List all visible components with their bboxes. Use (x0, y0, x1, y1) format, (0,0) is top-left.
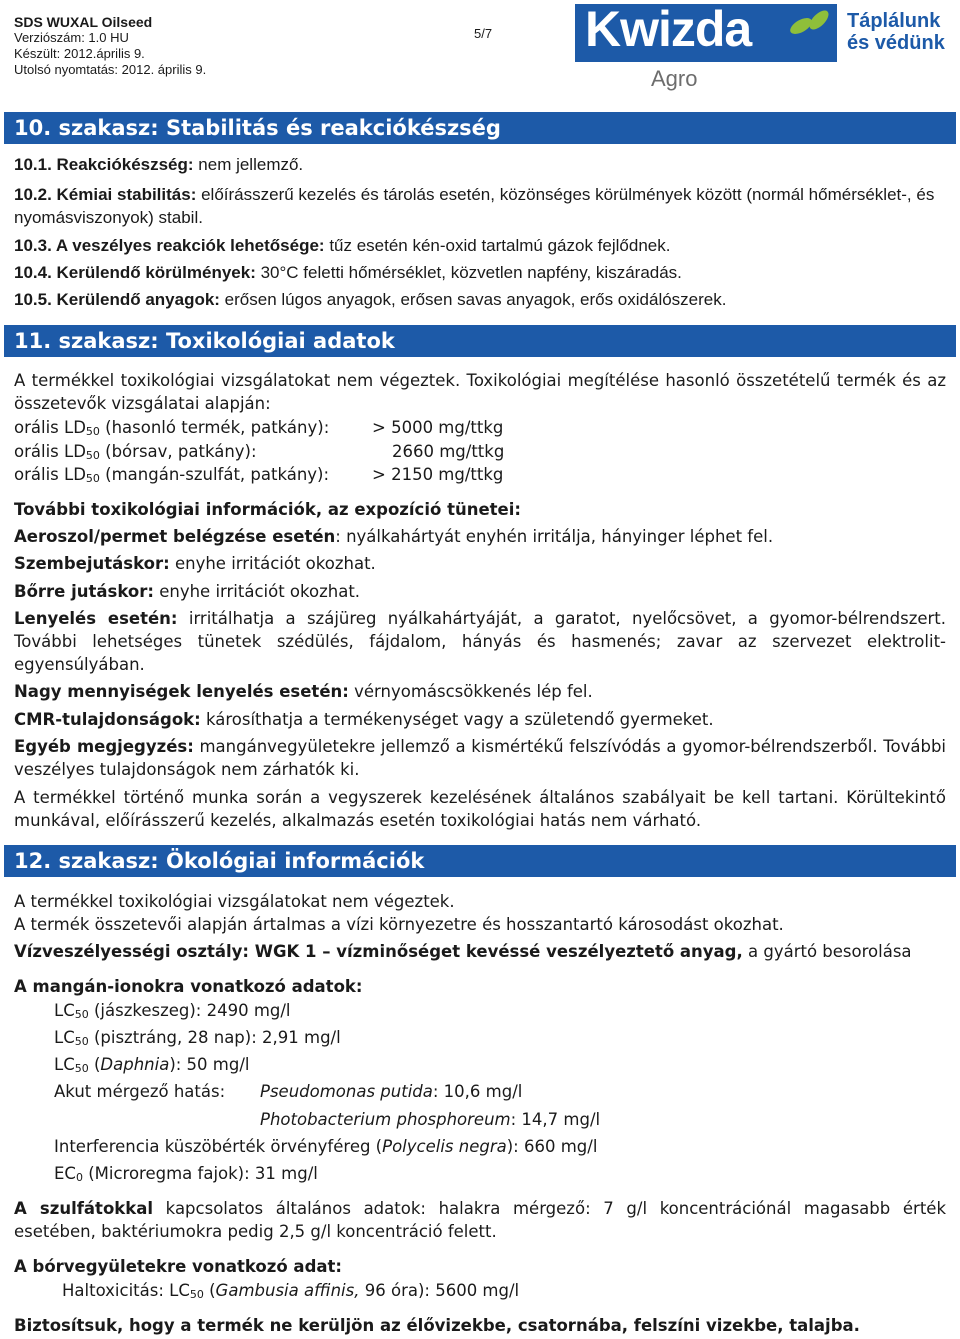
logo-text: Kwizda (585, 1, 752, 57)
cmr-line (14, 708, 946, 731)
ld-sub: 50 (85, 449, 100, 462)
item-text: tűz esetén kén-oxid tartalmú gázok fejlődnek. (324, 236, 671, 255)
ld-row (14, 416, 329, 443)
ld-value: > 2150 mg/ttkg (372, 465, 504, 484)
large-quantity-line (14, 680, 946, 703)
ec-value: (Microregma fajok): 31 mg/l (82, 1164, 318, 1183)
kwizda-logo (575, 1, 955, 96)
other-note-label: Egyéb megjegyzés: (14, 737, 194, 756)
interference-row (54, 1135, 597, 1158)
ld-prefix: orális LD (14, 442, 86, 461)
skin-text: enyhe irritációt okozhat. (153, 582, 361, 601)
wgk-text: a gyártó besorolása (742, 942, 912, 961)
other-note-text: mangánvegyületekre jellemző a kismértékű felszívódás a gyomor-bélrendszerből. További veszélyes tulajdonságok nem zárhatók ki. (14, 737, 947, 779)
ld-sub: 50 (85, 472, 100, 485)
pseudomonas-row (260, 1080, 522, 1103)
skin-label: Bőrre jutáskor: (14, 582, 154, 601)
fish-toxicity-label: Haltoxicitás: LC (62, 1281, 190, 1300)
leaf-icon (787, 8, 833, 38)
wgk-label: Vízveszélyességi osztály: WGK 1 – vízminőséget kevéssé veszélyeztető anyag, (14, 942, 743, 961)
handling-paragraph: A termékkel történő munka során a vegyszerek kezelésének általános szabályait be kell tartani. Körültekintő munkával, előírásszerű kezelés, alkalmazás esetén toxikológiai hatás nem várható. (14, 788, 946, 830)
sulfate-paragraph (14, 1197, 946, 1243)
species-name: Pseudomonas putida (260, 1082, 433, 1101)
eye-text: enyhe irritációt okozhat. (169, 554, 376, 573)
species-value: : 14,7 mg/l (510, 1110, 601, 1129)
doc-version: Verziószám: 1.0 HU (14, 30, 129, 45)
item-label: 10.3. A veszélyes reakciók lehetősége: (14, 236, 325, 255)
lc-sub: 50 (189, 1288, 204, 1301)
lc-daphnia-row (54, 1053, 249, 1080)
aerosol-text: : nyálkahártyát enyhén irritálja, hányinger léphet fel. (335, 527, 774, 546)
section-12-heading: 12. szakasz: Ökológiai információk (4, 845, 956, 877)
section-10-heading: 10. szakasz: Stabilitás és reakciókészség (4, 112, 956, 144)
eco-line-1: A termékkel toxikológiai vizsgálatokat nem végeztek. (14, 892, 455, 911)
ld-desc: (hasonló termék, patkány): (99, 418, 330, 437)
ld-value: > 5000 mg/ttkg (372, 418, 504, 437)
document-header (14, 14, 206, 78)
lc-sub: 50 (74, 1035, 89, 1048)
boron-heading (14, 1255, 946, 1278)
further-heading-text: További toxikológiai információk, az expozíció tünetei: (14, 500, 521, 519)
logo-box (575, 1, 837, 62)
ld-value: 2660 mg/ttkg (392, 442, 505, 461)
sulfate-label: A szulfátokkal (14, 1199, 154, 1218)
large-quantity-text: vérnyomáscsökkenés lép fel. (348, 682, 593, 701)
ingestion-paragraph (14, 607, 946, 676)
doc-title: SDS WUXAL Oilseed (14, 14, 153, 30)
item-label: 10.1. Reakciókészség: (14, 155, 194, 174)
further-heading (14, 498, 946, 521)
item-10-5 (14, 288, 946, 311)
item-text: nem jellemző. (193, 155, 304, 174)
acute-label: Akut mérgező hatás: (54, 1082, 226, 1101)
ec-label: EC (54, 1164, 76, 1183)
ec-sub: 0 (75, 1171, 83, 1184)
item-text: 30°C feletti hőmérséklet, közvetlen napfény, kiszáradás. (255, 263, 682, 282)
fish-toxicity-row (62, 1279, 519, 1306)
item-10-2 (14, 183, 946, 229)
doc-printed: Utolsó nyomtatás: 2012. április 9. (14, 62, 207, 77)
cmr-text: károsíthatja a termékenységet vagy a születendő gyermeket. (200, 710, 714, 729)
cmr-label: CMR-tulajdonságok: (14, 710, 201, 729)
photobacterium-row (260, 1108, 600, 1131)
eye-line (14, 552, 946, 575)
interference-value: ): 660 mg/l (506, 1137, 598, 1156)
item-label: 10.5. Kerülendő anyagok: (14, 290, 220, 309)
item-label: 10.4. Kerülendő körülmények: (14, 263, 256, 282)
bottom-warning (14, 1314, 946, 1337)
eco-line-2: A termék összetevői alapján ártalmas a vízi környezetre és hosszantartó károsodást okozhat. (14, 915, 784, 934)
other-note-paragraph (14, 735, 946, 781)
item-10-3 (14, 234, 946, 257)
item-label: 10.2. Kémiai stabilitás: (14, 185, 197, 204)
ec-row (54, 1162, 318, 1189)
lc-label: LC (54, 1055, 75, 1074)
species-value: : 10,6 mg/l (432, 1082, 523, 1101)
ld-desc: (bórsav, patkány): (99, 442, 257, 461)
ld-prefix: orális LD (14, 465, 86, 484)
eye-label: Szembejutáskor: (14, 554, 170, 573)
lc-carp-row (54, 999, 291, 1026)
species-name: Polycelis negra (382, 1137, 507, 1156)
tox-intro: A termékkel toxikológiai vizsgálatokat nem végeztek. Toxikológiai megítélése hasonló összetételű termék és az összetevők vizsgálatai alapján: (14, 371, 946, 413)
manganese-heading (14, 975, 946, 998)
slogan-line-1: Táplálunk (847, 10, 941, 32)
manganese-heading-text: A mangán-ionokra vonatkozó adatok: (14, 977, 363, 996)
aerosol-label: Aeroszol/permet belégzése esetén (14, 527, 336, 546)
ld-prefix: orális LD (14, 418, 86, 437)
logo-slogan (847, 10, 945, 54)
aerosol-line (14, 525, 946, 548)
skin-line (14, 580, 946, 603)
lc-sub: 50 (74, 1008, 89, 1021)
paren: ( (203, 1281, 216, 1300)
species-name: Gambusia affinis, (215, 1281, 360, 1300)
lc-value: ): 50 mg/l (169, 1055, 250, 1074)
ld-sub: 50 (85, 425, 100, 438)
section-11-heading: 11. szakasz: Toxikológiai adatok (4, 325, 956, 357)
interference-label: Interferencia küszöbérték örvényféreg ( (54, 1137, 383, 1156)
fish-toxicity-value: 96 óra): 5600 mg/l (359, 1281, 520, 1300)
item-10-4 (14, 261, 946, 284)
item-text: erősen lúgos anyagok, erősen savas anyagok, erős oxidálószerek. (219, 290, 727, 309)
paren: ( (88, 1055, 101, 1074)
species-name: Photobacterium phosphoreum (260, 1110, 511, 1129)
logo-agro: Agro (651, 66, 698, 91)
large-quantity-label: Nagy mennyiségek lenyelés esetén: (14, 682, 349, 701)
wgk-line (14, 940, 946, 963)
ld-row (14, 463, 329, 490)
doc-created: Készült: 2012.április 9. (14, 46, 145, 61)
item-10-1 (14, 153, 946, 176)
sulfate-text: kapcsolatos általános adatok: halakra mérgező: 7 g/l koncentrációnál magasabb érték esetében, baktériumokra pedig 2,5 g/l koncentráció felett. (14, 1199, 946, 1241)
ingestion-label: Lenyelés esetén: (14, 609, 178, 628)
ld-desc: (mangán-szulfát, patkány): (99, 465, 330, 484)
page-number: 5/7 (474, 26, 493, 41)
lc-trout-row (54, 1026, 341, 1053)
lc-sub: 50 (74, 1062, 89, 1075)
slogan-line-2: és védünk (847, 32, 945, 54)
lc-label: LC (54, 1001, 75, 1020)
lc-value: (pisztráng, 28 nap): 2,91 mg/l (88, 1028, 341, 1047)
bottom-warning-text: Biztosítsuk, hogy a termék ne kerüljön az élővizekbe, csatornába, felszíni vizekbe, talajba. (14, 1316, 860, 1335)
lc-value: (jászkeszeg): 2490 mg/l (88, 1001, 291, 1020)
species-name: Daphnia (100, 1055, 170, 1074)
item-text: előírásszerű kezelés és tárolás esetén, közönséges körülmények között (normál hőmérséklet-, és nyomásviszonyok) stabil. (14, 185, 935, 227)
ingestion-text: irritálhatja a szájüreg nyálkahártyáját, a garatot, nyelőcsövet, a gyomor-bélrendszert. További lehetséges tünetek szédülés, fájdalom, hányás és hasmenés; zavar az szervezet elektrolit-egyensúlyában. (14, 609, 947, 674)
lc-label: LC (54, 1028, 75, 1047)
boron-heading-text: A bórvegyületekre vonatkozó adat: (14, 1257, 343, 1276)
